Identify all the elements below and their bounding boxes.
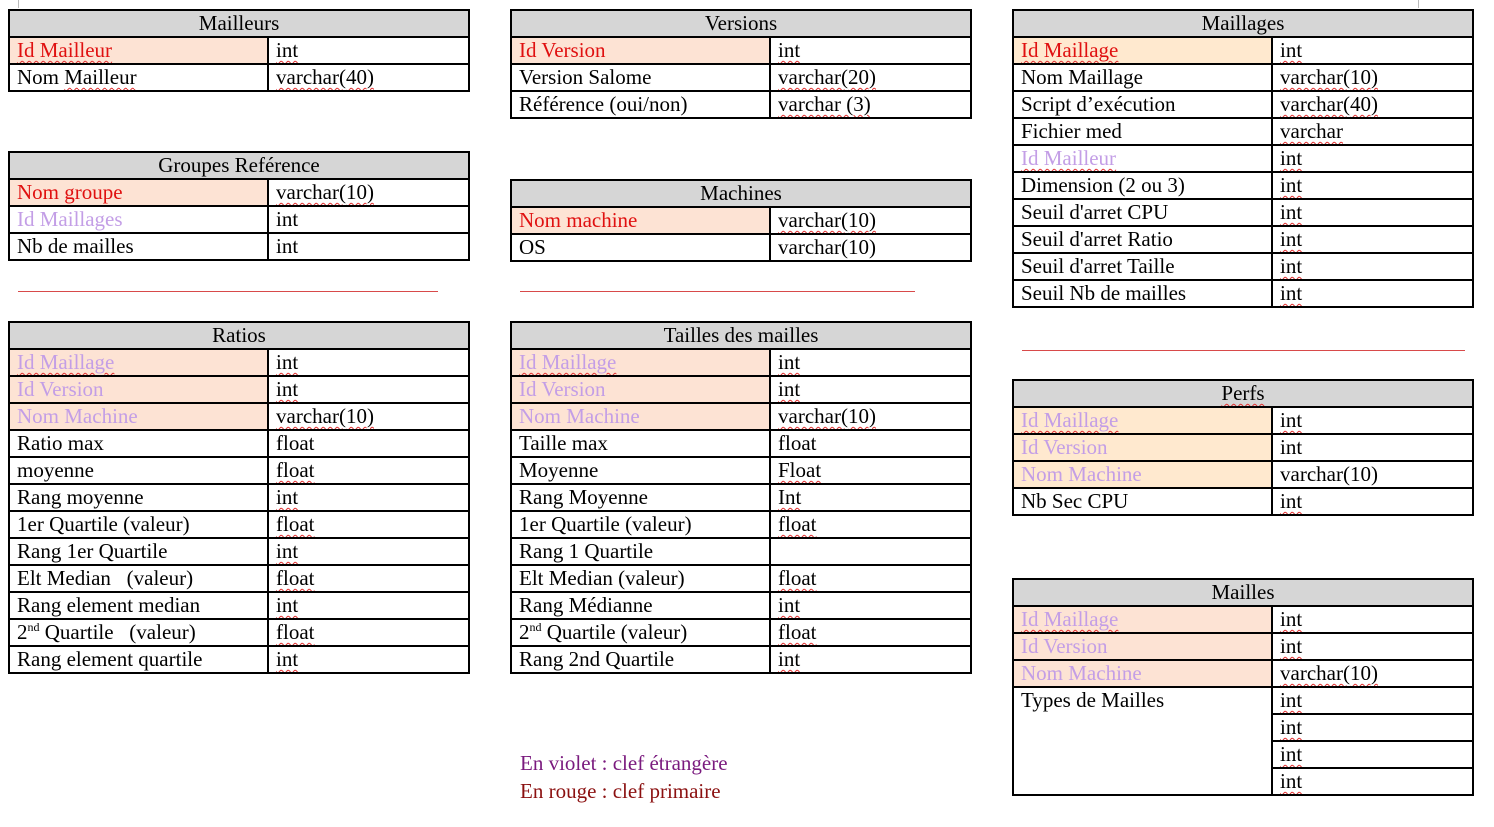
field-name: Rang moyenne [9, 484, 268, 511]
table-row [9, 457, 469, 484]
field-type: int [770, 592, 971, 619]
table-row [1013, 434, 1473, 461]
field-type: varchar(40) [1272, 91, 1473, 118]
field-name: Nom machine [511, 207, 770, 234]
field-type: varchar(20) [770, 64, 971, 91]
field-type: int [1272, 199, 1473, 226]
field-type: varchar(10) [1272, 64, 1473, 91]
field-name: Id Version [1013, 434, 1272, 461]
table-row [511, 592, 971, 619]
table-row [1013, 660, 1473, 687]
table-row [1013, 407, 1473, 434]
table-row [9, 592, 469, 619]
field-type: int [1272, 606, 1473, 633]
table-maillages [1012, 9, 1474, 308]
separator-line [1022, 350, 1465, 351]
table-row [9, 233, 469, 260]
field-type: varchar (3) [770, 91, 971, 118]
field-name: Seuil d'arret Taille [1013, 253, 1272, 280]
field-type: int [268, 37, 469, 64]
field-type: int [268, 538, 469, 565]
legend [520, 749, 728, 805]
field-type: float [770, 430, 971, 457]
table-row [1013, 64, 1473, 91]
field-type: float [770, 619, 971, 646]
table-row [9, 430, 469, 457]
separator-line [520, 291, 915, 292]
field-type: int [268, 646, 469, 673]
field-type: float [268, 619, 469, 646]
field-name: Nom Machine [1013, 660, 1272, 687]
field-type: float [268, 565, 469, 592]
field-name: OS [511, 234, 770, 261]
table-mailleurs [8, 9, 470, 92]
field-name: 2nd Quartile (valeur) [9, 619, 268, 646]
field-type: int [1272, 145, 1473, 172]
table-ratios [8, 321, 470, 674]
field-name: Nom Maillage [1013, 64, 1272, 91]
table-machines [510, 179, 972, 262]
table-row [9, 376, 469, 403]
table-row [9, 37, 469, 64]
table-row [511, 37, 971, 64]
field-type: int [268, 206, 469, 233]
table-row [511, 349, 971, 376]
field-type: int [1272, 768, 1473, 795]
field-name: Id Maillage [9, 349, 268, 376]
table-row [1013, 172, 1473, 199]
table-row [511, 207, 971, 234]
table-title: Tailles des mailles [511, 322, 971, 349]
table-row [1013, 488, 1473, 515]
table-tailles-des-mailles [510, 321, 972, 674]
table-row [511, 565, 971, 592]
field-name: Id Version [9, 376, 268, 403]
field-name: Seuil d'arret Ratio [1013, 226, 1272, 253]
table-title: Versions [511, 10, 971, 37]
field-type: float [268, 457, 469, 484]
table-row [511, 430, 971, 457]
field-type: float [770, 511, 971, 538]
field-type: int [770, 376, 971, 403]
table-title: Ratios [9, 322, 469, 349]
field-name: Id Maillage [1013, 37, 1272, 64]
field-name: Id Maillage [511, 349, 770, 376]
table-row [9, 179, 469, 206]
field-name: Id Version [1013, 633, 1272, 660]
field-name: Ratio max [9, 430, 268, 457]
field-type: Int [770, 484, 971, 511]
table-title: Maillages [1013, 10, 1473, 37]
table-row [511, 511, 971, 538]
table-row [511, 234, 971, 261]
field-type: varchar(10) [268, 403, 469, 430]
table-row [511, 484, 971, 511]
field-name: Id Maillage [1013, 606, 1272, 633]
table-title: Perfs [1013, 380, 1473, 407]
table-row [511, 457, 971, 484]
field-name: moyenne [9, 457, 268, 484]
field-name: Rang Moyenne [511, 484, 770, 511]
field-name: Elt Median (valeur) [511, 565, 770, 592]
field-type: int [1272, 714, 1473, 741]
field-name: Référence (oui/non) [511, 91, 770, 118]
field-type: varchar(40) [268, 64, 469, 91]
field-name: Fichier med [1013, 118, 1272, 145]
field-name: Nom Mailleur [9, 64, 268, 91]
field-type: varchar(10) [1272, 461, 1473, 488]
table-row [1013, 461, 1473, 488]
field-type: varchar(10) [268, 179, 469, 206]
field-type: int [1272, 741, 1473, 768]
field-name: 1er Quartile (valeur) [9, 511, 268, 538]
field-name: Seuil d'arret CPU [1013, 199, 1272, 226]
table-row [511, 376, 971, 403]
field-name: Nb Sec CPU [1013, 488, 1272, 515]
table-versions [510, 9, 972, 119]
page-corner-mark [18, 0, 19, 8]
field-name: Rang element median [9, 592, 268, 619]
field-type: int [770, 37, 971, 64]
table-row [511, 91, 971, 118]
field-type: varchar(10) [770, 207, 971, 234]
field-type: int [268, 376, 469, 403]
field-type: int [1272, 488, 1473, 515]
field-type: int [1272, 280, 1473, 307]
field-name: Rang 2nd Quartile [511, 646, 770, 673]
field-name: Nom Machine [511, 403, 770, 430]
table-row [9, 646, 469, 673]
table-row [1013, 280, 1473, 307]
field-type: int [770, 646, 971, 673]
table-row [9, 484, 469, 511]
table-title: Mailles [1013, 579, 1473, 606]
field-type: int [268, 349, 469, 376]
table-row [1013, 145, 1473, 172]
field-type: int [268, 484, 469, 511]
table-row [9, 538, 469, 565]
field-name: Rang Médianne [511, 592, 770, 619]
field-name: Version Salome [511, 64, 770, 91]
field-type: varchar(10) [770, 234, 971, 261]
legend-primary-key: En rouge : clef primaire [520, 779, 721, 803]
page-corner-mark [1418, 0, 1419, 8]
table-perfs [1012, 379, 1474, 516]
field-type: int [1272, 687, 1473, 714]
field-name: Taille max [511, 430, 770, 457]
field-type [770, 538, 971, 565]
table-row [1013, 633, 1473, 660]
table-row [511, 403, 971, 430]
field-type: float [770, 565, 971, 592]
table-row [1013, 226, 1473, 253]
field-type: varchar(10) [1272, 660, 1473, 687]
field-name: Id Maillage [1013, 407, 1272, 434]
field-type: int [1272, 226, 1473, 253]
field-name: Rang 1 Quartile [511, 538, 770, 565]
field-name: Nom Machine [9, 403, 268, 430]
field-name: Id Maillages [9, 206, 268, 233]
field-name: Nom Machine [1013, 461, 1272, 488]
field-name: Nom groupe [9, 179, 268, 206]
table-title: Machines [511, 180, 971, 207]
table-row [9, 349, 469, 376]
field-name-text: Mailleur [64, 65, 137, 89]
field-type: varchar [1272, 118, 1473, 145]
field-name: Id Mailleur [9, 37, 268, 64]
field-type: int [770, 349, 971, 376]
field-name: Dimension (2 ou 3) [1013, 172, 1272, 199]
field-type: float [268, 511, 469, 538]
field-name: Types de Mailles [1013, 687, 1272, 795]
table-row [1013, 253, 1473, 280]
table-row [511, 538, 971, 565]
field-name: Id Version [511, 37, 770, 64]
field-name: Rang element quartile [9, 646, 268, 673]
field-name: Script d’exécution [1013, 91, 1272, 118]
field-name: Elt Median (valeur) [9, 565, 268, 592]
separator-line [18, 291, 438, 292]
table-row [9, 64, 469, 91]
field-type: float [268, 430, 469, 457]
field-type: int [268, 233, 469, 260]
table-row [9, 403, 469, 430]
field-name: Nb de mailles [9, 233, 268, 260]
table-row [9, 619, 469, 646]
table-mailles [1012, 578, 1474, 796]
table-row [511, 646, 971, 673]
field-name: Id Mailleur [1013, 145, 1272, 172]
legend-foreign-key: En violet : clef étrangère [520, 751, 728, 775]
field-name: 1er Quartile (valeur) [511, 511, 770, 538]
field-type: int [1272, 407, 1473, 434]
field-name: Id Version [511, 376, 770, 403]
field-type: varchar(10) [770, 403, 971, 430]
field-name: Seuil Nb de mailles [1013, 280, 1272, 307]
field-type: int [1272, 37, 1473, 64]
table-row [1013, 91, 1473, 118]
table-row [9, 206, 469, 233]
field-type: int [1272, 633, 1473, 660]
table-groupes-reference [8, 151, 470, 261]
table-row [1013, 118, 1473, 145]
field-type: int [1272, 172, 1473, 199]
field-type: int [1272, 253, 1473, 280]
table-row [1013, 687, 1473, 714]
table-row [9, 511, 469, 538]
table-row [1013, 37, 1473, 64]
table-row [1013, 606, 1473, 633]
field-type: Float [770, 457, 971, 484]
field-name: 2nd Quartile (valeur) [511, 619, 770, 646]
table-row [1013, 199, 1473, 226]
table-row [511, 619, 971, 646]
table-title: Groupes Reférence [9, 152, 469, 179]
field-type: int [268, 592, 469, 619]
table-title: Mailleurs [9, 10, 469, 37]
field-name: Rang 1er Quartile [9, 538, 268, 565]
table-row [9, 565, 469, 592]
table-row [511, 64, 971, 91]
field-type: int [1272, 434, 1473, 461]
field-name: Moyenne [511, 457, 770, 484]
